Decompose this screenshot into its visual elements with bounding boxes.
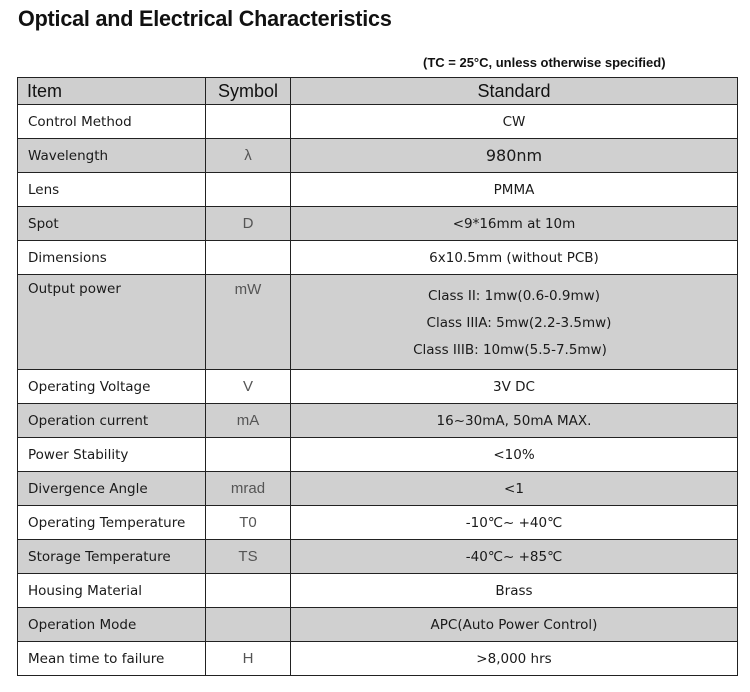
item-cell: Dimensions <box>18 241 206 275</box>
symbol-cell <box>206 241 291 275</box>
item-cell: Wavelength <box>18 139 206 173</box>
condition-note: (TC = 25°C, unless otherwise specified) <box>423 55 666 70</box>
class-ii-line: Class II: 1mw(0.6-0.9mw) <box>428 288 600 304</box>
table-row <box>18 506 738 540</box>
table-row <box>18 608 738 642</box>
symbol-cell <box>206 574 291 608</box>
item-cell: Storage Temperature <box>18 540 206 574</box>
item-cell: Lens <box>18 173 206 207</box>
header-symbol: Symbol <box>206 78 291 105</box>
table-row <box>18 241 738 275</box>
table-row <box>18 275 738 370</box>
table-row <box>18 642 738 676</box>
table-row <box>18 370 738 404</box>
table-row <box>18 404 738 438</box>
page-title: Optical and Electrical Characteristics <box>18 6 392 31</box>
class-iiia-line: Class IIIA: 5mw(2.2-3.5mw) <box>426 315 612 331</box>
item-cell: Operation current <box>18 404 206 438</box>
symbol-cell: mA <box>206 404 291 438</box>
standard-cell: -40℃~ +85℃ <box>291 540 738 574</box>
item-cell: Housing Material <box>18 574 206 608</box>
symbol-cell: T0 <box>206 506 291 540</box>
symbol-cell <box>206 438 291 472</box>
symbol-cell: V <box>206 370 291 404</box>
table-row <box>18 139 738 173</box>
standard-cell: <10% <box>291 438 738 472</box>
header-standard: Standard <box>291 78 738 105</box>
table-row <box>18 207 738 241</box>
standard-cell: 3V DC <box>291 370 738 404</box>
item-cell: Control Method <box>18 105 206 139</box>
standard-cell: <9*16mm at 10m <box>291 207 738 241</box>
table-header-row <box>18 78 738 105</box>
item-cell: Spot <box>18 207 206 241</box>
standard-cell: 6x10.5mm (without PCB) <box>291 241 738 275</box>
table-row <box>18 173 738 207</box>
symbol-cell: TS <box>206 540 291 574</box>
item-cell: Mean time to failure <box>18 642 206 676</box>
standard-cell: >8,000 hrs <box>291 642 738 676</box>
standard-cell: 980nm <box>291 139 738 173</box>
table-row <box>18 105 738 139</box>
symbol-cell <box>206 608 291 642</box>
item-cell: Divergence Angle <box>18 472 206 506</box>
item-cell: Power Stability <box>18 438 206 472</box>
standard-cell: CW <box>291 105 738 139</box>
symbol-cell <box>206 105 291 139</box>
item-cell: Operation Mode <box>18 608 206 642</box>
standard-cell: <1 <box>291 472 738 506</box>
symbol-cell: H <box>206 642 291 676</box>
table-row <box>18 438 738 472</box>
standard-cell: 16~30mA, 50mA MAX. <box>291 404 738 438</box>
symbol-cell: mrad <box>206 472 291 506</box>
standard-cell: -10℃~ +40℃ <box>291 506 738 540</box>
spec-table <box>17 77 738 676</box>
table-row <box>18 472 738 506</box>
symbol-cell <box>206 173 291 207</box>
standard-cell <box>291 275 738 370</box>
item-cell: Operating Temperature <box>18 506 206 540</box>
item-cell: Operating Voltage <box>18 370 206 404</box>
output-power-classes <box>291 275 737 364</box>
table-row <box>18 540 738 574</box>
standard-cell: Brass <box>291 574 738 608</box>
symbol-cell: mW <box>206 275 291 370</box>
item-cell: Output power <box>18 275 206 370</box>
standard-cell: PMMA <box>291 173 738 207</box>
class-iiib-line: Class IIIB: 10mw(5.5-7.5mw) <box>413 342 607 358</box>
standard-cell: APC(Auto Power Control) <box>291 608 738 642</box>
symbol-cell: D <box>206 207 291 241</box>
table-row <box>18 574 738 608</box>
symbol-cell: λ <box>206 139 291 173</box>
header-item: Item <box>18 78 206 105</box>
